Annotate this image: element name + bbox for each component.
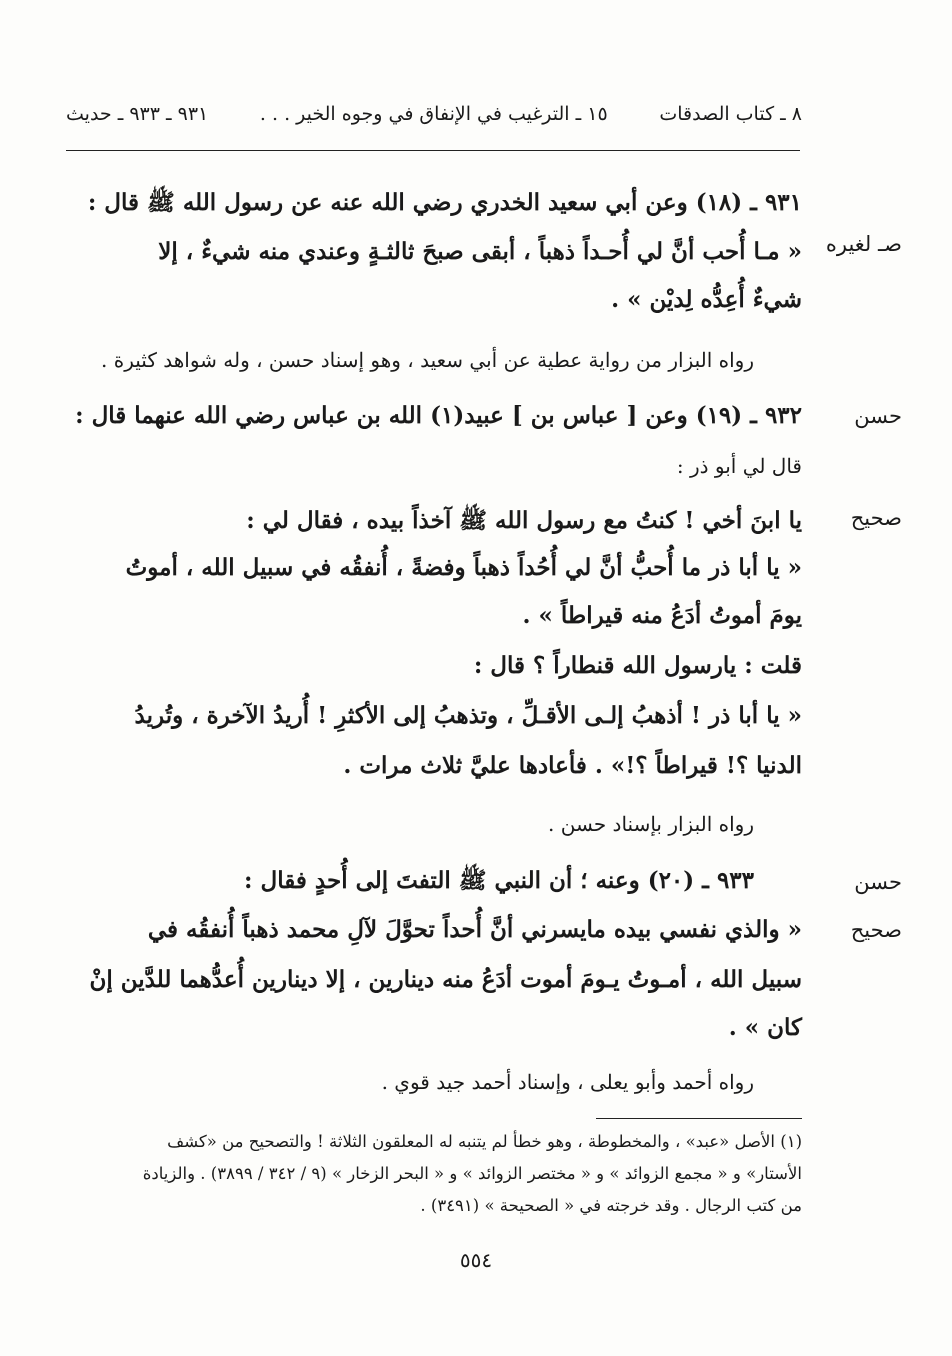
grade-label-932-a: حسن bbox=[854, 404, 902, 428]
footnote-divider bbox=[596, 1118, 802, 1119]
hadith-932-line-1: ٩٣٢ ـ (١٩) وعن [ عباس بن ] عبيد(١) الله بن عباس رضي الله عنهما قال : bbox=[75, 402, 802, 429]
hadith-931-line-2: « مـا أُحب أنَّ لي أُحـداً ذهباً ، أبقى صبحَ ثالثـةٍ وعندي منه شيءٌ ، إلا bbox=[158, 238, 802, 265]
footnote-line-1: (١) الأصل «عبد» ، والمخطوطة ، وهو خطأ لم يتنبه له المعلقون الثلاثة ! والتصحيح من «كشف bbox=[167, 1132, 802, 1151]
hadith-933-source: رواه أحمد وأبو يعلى ، وإسناد أحمد جيد قوي . bbox=[381, 1070, 754, 1094]
running-header bbox=[66, 96, 802, 132]
hadith-932-source: رواه البزار بإسناد حسن . bbox=[548, 812, 754, 836]
footnote-line-2: الأستار» و « مجمع الزوائد » و « مختصر الزوائد » و « البحر الزخار » (٩ / ٣٤٢ / ٣٨٩٩) . والزيادة bbox=[142, 1164, 802, 1183]
grade-label-933-a: حسن bbox=[854, 870, 902, 894]
hadith-932-line-3: يا ابنَ أخي ! كنتُ مع رسول الله ﷺ آخذاً بيده ، فقال لي : bbox=[246, 507, 802, 534]
hadith-933-line-4: كان » . bbox=[728, 1014, 802, 1041]
hadith-932-line-7: « يا أبا ذر ! أذهبُ إلـى الأقـلِّ ، وتذهبُ إلى الأكثرِ ! أُريدُ الآخرة ، وتُريدُ bbox=[134, 702, 802, 729]
header-divider bbox=[66, 150, 800, 151]
page-number: ٥٥٤ bbox=[459, 1248, 493, 1272]
footnote-line-3: من كتب الرجال . وقد خرجته في « الصحيحة » (٣٤٩١) . bbox=[420, 1196, 802, 1215]
hadith-933-line-2: « والذي نفسي بيده مايسرني أنَّ أُحداً تحوَّلَ لآلِ محمد ذهباً أُنفقُه في bbox=[147, 916, 802, 943]
hadith-932-line-8: الدنيا ؟! قيراطاً ؟!» . فأعادها عليَّ ثلاث مرات . bbox=[343, 752, 802, 779]
hadith-933-line-1: ٩٣٣ ـ (٢٠) وعنه ؛ أن النبي ﷺ التفتَ إلى أُحدٍ فقال : bbox=[244, 867, 754, 894]
hadith-931-line-1: ٩٣١ ـ (١٨) وعن أبي سعيد الخدري رضي الله عنه عن رسول الله ﷺ قال : bbox=[87, 189, 802, 216]
hadith-932-line-4: « يا أبا ذر ما أُحبُّ أنَّ لي أُحُداً ذهباً وفضةً ، أُنفقُه في سبيل الله ، أموتُ bbox=[125, 554, 802, 581]
hadith-931-line-3: شيءٌ أُعِدُّه لِديْن » . bbox=[611, 286, 802, 313]
grade-label-933-b: صحيح bbox=[850, 918, 902, 942]
hadith-932-line-2: قال لي أبو ذر : bbox=[676, 454, 802, 478]
header-hadith-range: ٩٣١ ـ ٩٣٣ ـ حديث bbox=[66, 103, 209, 125]
hadith-932-line-6: قلت : يارسول الله قنطاراً ؟ قال : bbox=[473, 652, 802, 679]
hadith-933-line-3: سبيل الله ، أمـوتُ يـومَ أموت أدَعُ منه دينارين ، إلا دينارين أُعدُّهما للدَّين إنْ bbox=[89, 966, 802, 993]
hadith-932-line-5: يومَ أموتُ أدَعُ منه قيراطاً » . bbox=[522, 602, 802, 629]
grade-label-932-b: صحيح bbox=[850, 506, 902, 530]
header-chapter-title: ١٥ ـ الترغيب في الإنفاق في وجوه الخير . . . bbox=[259, 103, 608, 125]
header-book-title: ٨ ـ كتاب الصدقات bbox=[659, 103, 802, 125]
hadith-931-source: رواه البزار من رواية عطية عن أبي سعيد ، وهو إسناد حسن ، وله شواهد كثيرة . bbox=[101, 348, 754, 372]
grade-label-931: صـ لغيره bbox=[825, 232, 902, 256]
